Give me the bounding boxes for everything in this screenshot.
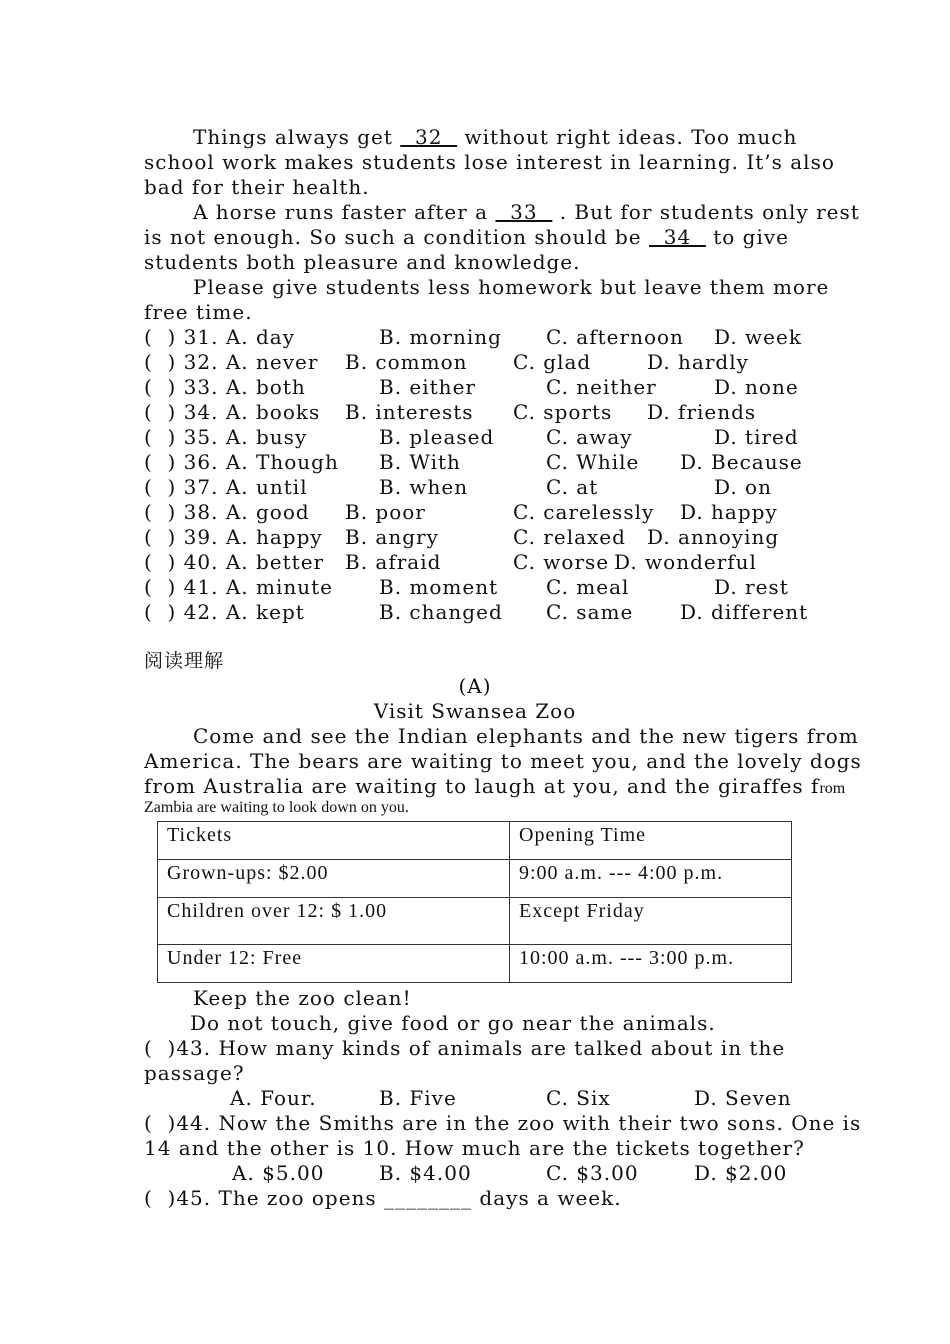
part-label: (A) — [458, 674, 492, 698]
question-38-option-d: D. happy — [680, 500, 778, 524]
cloze-p3-line1: Please give students less homework but leave them more — [193, 275, 830, 299]
question-31-option-c: C. afternoon — [546, 325, 684, 349]
passage-line-3: from Australia are waiting to laugh at you, and the giraffes from — [144, 774, 846, 798]
question-42-stem: ( ) 42. A. kept — [144, 600, 305, 624]
question-36-option-c: C. While — [546, 450, 640, 474]
question-42-option-d: D. different — [680, 600, 809, 624]
question-38-stem: ( ) 38. A. good — [144, 500, 310, 524]
passage-title: Visit Swansea Zoo — [373, 699, 577, 723]
question-31-stem: ( ) 31. A. day — [144, 325, 296, 349]
question-37-stem: ( ) 37. A. until — [144, 475, 308, 499]
question-37-option-b: B. when — [379, 475, 469, 499]
ticket-table — [157, 821, 792, 983]
table-cell: 9:00 a.m. --- 4:00 p.m. — [510, 860, 792, 898]
question-34-option-c: C. sports — [513, 400, 613, 424]
table-row — [158, 945, 792, 983]
question-34-option-b: B. interests — [345, 400, 474, 424]
cloze-p1-line2: school work makes students lose interest in learning. It’s also — [144, 150, 835, 174]
question-34-stem: ( ) 34. A. books — [144, 400, 321, 424]
question-33-stem: ( ) 33. A. both — [144, 375, 306, 399]
question-44-option-b: B. $4.00 — [379, 1161, 472, 1185]
notice-keep-clean: Keep the zoo clean! — [193, 986, 412, 1010]
question-41-option-d: D. rest — [714, 575, 789, 599]
question-44-option-a: A. $5.00 — [232, 1161, 325, 1185]
question-37-option-d: D. on — [714, 475, 772, 499]
blank-32: 32 — [400, 125, 458, 149]
question-36-option-b: B. With — [379, 450, 461, 474]
question-38-option-c: C. carelessly — [513, 500, 655, 524]
question-43-option-a: A. Four. — [230, 1086, 317, 1110]
question-44-option-c: C. $3.00 — [546, 1161, 639, 1185]
cloze-p1-line3: bad for their health. — [144, 175, 370, 199]
question-40-option-b: B. afraid — [345, 550, 442, 574]
table-row — [158, 860, 792, 898]
question-36-stem: ( ) 36. A. Though — [144, 450, 339, 474]
question-33-option-d: D. none — [714, 375, 799, 399]
table-row — [158, 898, 792, 945]
question-39-stem: ( ) 39. A. happy — [144, 525, 323, 549]
passage-line-4: Zambia are waiting to look down on you. — [144, 799, 409, 816]
question-38-option-b: B. poor — [345, 500, 426, 524]
cloze-p2-line1: A horse runs faster after a 33 . But for students only rest — [193, 200, 860, 224]
question-39-option-c: C. relaxed — [513, 525, 626, 549]
question-44-option-d: D. $2.00 — [694, 1161, 788, 1185]
table-cell: Grown-ups: $2.00 — [158, 860, 510, 898]
cloze-p2-line2: is not enough. So such a condition should be 34 to give — [144, 225, 790, 249]
question-39-option-b: B. angry — [345, 525, 439, 549]
question-40-option-c: C. worse — [513, 550, 610, 574]
question-37-option-c: C. at — [546, 475, 599, 499]
question-39-option-d: D. annoying — [647, 525, 780, 549]
passage-line-2: America. The bears are waiting to meet you, and the lovely dogs — [144, 749, 862, 773]
table-cell: Under 12: Free — [158, 945, 510, 983]
question-44-stem: ( )44. Now the Smiths are in the zoo with their two sons. One is — [144, 1111, 862, 1135]
question-41-stem: ( ) 41. A. minute — [144, 575, 333, 599]
question-40-option-d: D. wonderful — [614, 550, 757, 574]
question-43-stem: ( )43. How many kinds of animals are talked about in the — [144, 1036, 786, 1060]
question-43-option-c: C. Six — [546, 1086, 611, 1110]
question-33-option-b: B. either — [379, 375, 476, 399]
question-35-option-d: D. tired — [714, 425, 799, 449]
blank-34: 34 — [649, 225, 706, 249]
table-cell: Children over 12: $ 1.00 — [158, 898, 510, 945]
question-35-option-c: C. away — [546, 425, 633, 449]
question-44-stem-cont: 14 and the other is 10. How much are the tickets together? — [144, 1136, 805, 1160]
table-cell: Except Friday — [510, 898, 792, 945]
table-cell: 10:00 a.m. --- 3:00 p.m. — [510, 945, 792, 983]
section-title: 阅读理解 — [144, 650, 225, 672]
question-32-stem: ( ) 32. A. never — [144, 350, 319, 374]
question-31-option-d: D. week — [714, 325, 802, 349]
question-43-option-d: D. Seven — [694, 1086, 792, 1110]
question-40-stem: ( ) 40. A. better — [144, 550, 325, 574]
table-header-opening-time: Opening Time — [510, 822, 792, 860]
question-42-option-b: B. changed — [379, 600, 503, 624]
question-35-option-b: B. pleased — [379, 425, 495, 449]
question-36-option-d: D. Because — [680, 450, 803, 474]
question-32-option-c: C. glad — [513, 350, 592, 374]
question-45-stem: ( )45. The zoo opens ________ days a week. — [144, 1186, 622, 1210]
question-35-stem: ( ) 35. A. busy — [144, 425, 308, 449]
table-row — [158, 822, 792, 860]
question-41-option-c: C. meal — [546, 575, 630, 599]
cloze-p2-line3: students both pleasure and knowledge. — [144, 250, 581, 274]
question-32-option-d: D. hardly — [647, 350, 749, 374]
blank-33: 33 — [495, 200, 553, 224]
passage-line-1: Come and see the Indian elephants and the new tigers from — [193, 724, 859, 748]
cloze-p3-line2: free time. — [144, 300, 253, 324]
question-43-option-b: B. Five — [379, 1086, 457, 1110]
question-31-option-b: B. morning — [379, 325, 502, 349]
table-header-tickets: Tickets — [158, 822, 510, 860]
question-43-stem-cont: passage? — [144, 1061, 245, 1085]
question-32-option-b: B. common — [345, 350, 468, 374]
question-41-option-b: B. moment — [379, 575, 499, 599]
question-42-option-c: C. same — [546, 600, 634, 624]
notice-do-not-touch: Do not touch, give food or go near the animals. — [190, 1011, 716, 1035]
cloze-p1-line1: Things always get 32 without right ideas. Too much — [193, 125, 798, 149]
question-34-option-d: D. friends — [647, 400, 757, 424]
question-33-option-c: C. neither — [546, 375, 657, 399]
